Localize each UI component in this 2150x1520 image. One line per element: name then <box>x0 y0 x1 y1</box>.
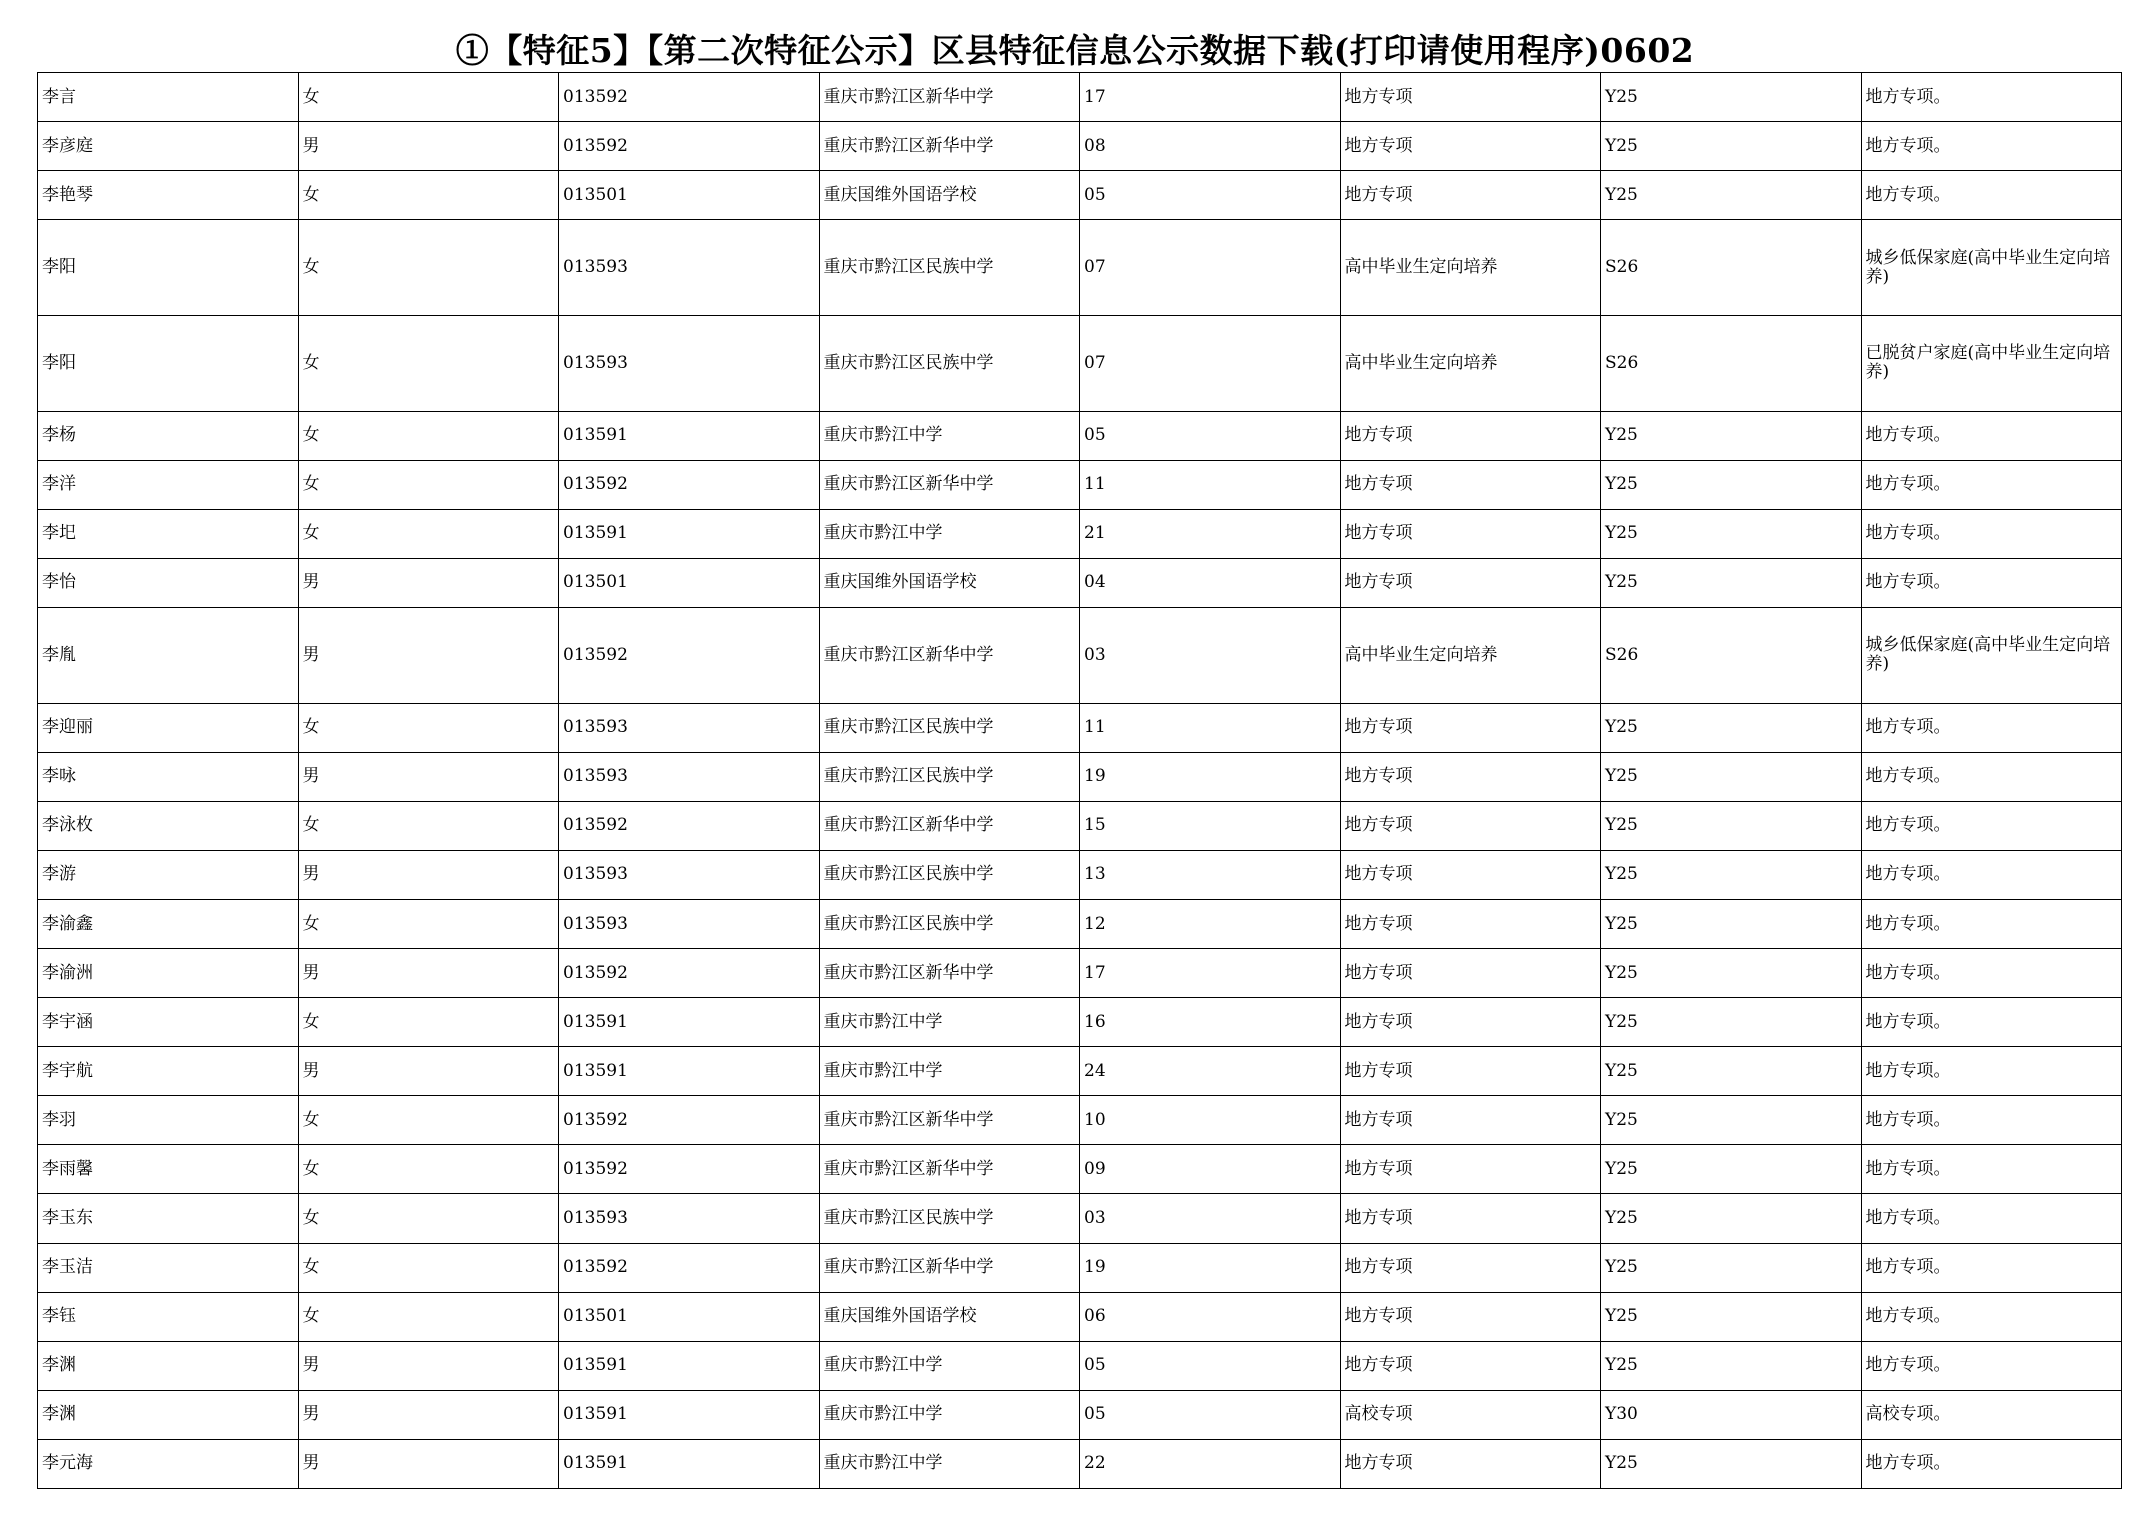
school-code-cell: 013591 <box>559 509 820 558</box>
table-row <box>38 899 2122 948</box>
class-cell: 16 <box>1080 998 1341 1047</box>
category-cell: 地方专项 <box>1340 850 1601 899</box>
class-cell: 13 <box>1080 850 1341 899</box>
remark-cell: 地方专项。 <box>1861 558 2122 607</box>
class-cell: 21 <box>1080 509 1341 558</box>
name-cell: 李咏 <box>38 752 299 801</box>
gender-cell: 女 <box>298 460 559 509</box>
school-code-cell: 013592 <box>559 460 820 509</box>
class-cell: 24 <box>1080 1047 1341 1096</box>
category-code-cell: Y25 <box>1601 1145 1862 1194</box>
class-cell: 11 <box>1080 703 1341 752</box>
gender-cell: 女 <box>298 1194 559 1243</box>
remark-cell: 地方专项。 <box>1861 1145 2122 1194</box>
class-cell: 15 <box>1080 801 1341 850</box>
category-code-cell: Y25 <box>1601 411 1862 460</box>
remark-cell: 地方专项。 <box>1861 411 2122 460</box>
category-code-cell: Y25 <box>1601 122 1862 171</box>
category-cell: 高校专项 <box>1340 1390 1601 1439</box>
category-cell: 地方专项 <box>1340 949 1601 998</box>
school-name-cell: 重庆国维外国语学校 <box>819 1292 1080 1341</box>
school-name-cell: 重庆市黔江中学 <box>819 998 1080 1047</box>
name-cell: 李胤 <box>38 607 299 703</box>
table-row <box>38 460 2122 509</box>
school-code-cell: 013593 <box>559 752 820 801</box>
gender-cell: 女 <box>298 998 559 1047</box>
school-code-cell: 013593 <box>559 850 820 899</box>
school-code-cell: 013592 <box>559 1145 820 1194</box>
category-code-cell: Y25 <box>1601 1341 1862 1390</box>
category-code-cell: Y30 <box>1601 1390 1862 1439</box>
gender-cell: 女 <box>298 703 559 752</box>
school-code-cell: 013593 <box>559 220 820 316</box>
category-cell: 高中毕业生定向培养 <box>1340 315 1601 411</box>
school-name-cell: 重庆市黔江区新华中学 <box>819 949 1080 998</box>
category-code-cell: Y25 <box>1601 558 1862 607</box>
category-cell: 地方专项 <box>1340 899 1601 948</box>
table-row <box>38 1243 2122 1292</box>
school-code-cell: 013593 <box>559 1194 820 1243</box>
category-cell: 高中毕业生定向培养 <box>1340 220 1601 316</box>
category-code-cell: Y25 <box>1601 1243 1862 1292</box>
class-cell: 04 <box>1080 558 1341 607</box>
category-code-cell: Y25 <box>1601 171 1862 220</box>
remark-cell: 地方专项。 <box>1861 1439 2122 1488</box>
gender-cell: 女 <box>298 899 559 948</box>
gender-cell: 男 <box>298 122 559 171</box>
name-cell: 李洋 <box>38 460 299 509</box>
category-cell: 地方专项 <box>1340 1439 1601 1488</box>
gender-cell: 女 <box>298 509 559 558</box>
gender-cell: 女 <box>298 1243 559 1292</box>
school-code-cell: 013592 <box>559 607 820 703</box>
school-code-cell: 013591 <box>559 1047 820 1096</box>
name-cell: 李阳 <box>38 220 299 316</box>
category-cell: 地方专项 <box>1340 122 1601 171</box>
category-cell: 地方专项 <box>1340 703 1601 752</box>
school-code-cell: 013593 <box>559 703 820 752</box>
table-row <box>38 220 2122 316</box>
school-code-cell: 013501 <box>559 1292 820 1341</box>
school-code-cell: 013591 <box>559 1390 820 1439</box>
name-cell: 李渊 <box>38 1390 299 1439</box>
remark-cell: 高校专项。 <box>1861 1390 2122 1439</box>
class-cell: 05 <box>1080 1341 1341 1390</box>
table-row <box>38 411 2122 460</box>
category-code-cell: Y25 <box>1601 1292 1862 1341</box>
school-name-cell: 重庆市黔江中学 <box>819 509 1080 558</box>
school-code-cell: 013592 <box>559 801 820 850</box>
gender-cell: 女 <box>298 315 559 411</box>
school-name-cell: 重庆市黔江区新华中学 <box>819 607 1080 703</box>
remark-cell: 地方专项。 <box>1861 1243 2122 1292</box>
table-row <box>38 122 2122 171</box>
gender-cell: 女 <box>298 73 559 122</box>
remark-cell: 地方专项。 <box>1861 1096 2122 1145</box>
category-cell: 地方专项 <box>1340 1292 1601 1341</box>
table-row <box>38 73 2122 122</box>
school-name-cell: 重庆市黔江区民族中学 <box>819 315 1080 411</box>
class-cell: 17 <box>1080 949 1341 998</box>
school-code-cell: 013592 <box>559 1243 820 1292</box>
class-cell: 05 <box>1080 411 1341 460</box>
school-code-cell: 013501 <box>559 171 820 220</box>
school-code-cell: 013592 <box>559 122 820 171</box>
table-row <box>38 998 2122 1047</box>
remark-cell: 地方专项。 <box>1861 850 2122 899</box>
gender-cell: 男 <box>298 558 559 607</box>
school-name-cell: 重庆市黔江区民族中学 <box>819 220 1080 316</box>
table-row <box>38 558 2122 607</box>
category-cell: 地方专项 <box>1340 801 1601 850</box>
name-cell: 李言 <box>38 73 299 122</box>
school-name-cell: 重庆市黔江区新华中学 <box>819 1096 1080 1145</box>
class-cell: 03 <box>1080 1194 1341 1243</box>
school-code-cell: 013591 <box>559 1341 820 1390</box>
category-code-cell: Y25 <box>1601 73 1862 122</box>
category-code-cell: S26 <box>1601 607 1862 703</box>
category-code-cell: Y25 <box>1601 1194 1862 1243</box>
school-name-cell: 重庆市黔江区民族中学 <box>819 850 1080 899</box>
name-cell: 李渊 <box>38 1341 299 1390</box>
class-cell: 22 <box>1080 1439 1341 1488</box>
category-cell: 地方专项 <box>1340 1096 1601 1145</box>
school-name-cell: 重庆市黔江区民族中学 <box>819 899 1080 948</box>
category-cell: 地方专项 <box>1340 460 1601 509</box>
remark-cell: 地方专项。 <box>1861 73 2122 122</box>
remark-cell: 城乡低保家庭(高中毕业生定向培养) <box>1861 220 2122 316</box>
name-cell: 李钰 <box>38 1292 299 1341</box>
page-title: ①【特征5】【第二次特征公示】区县特征信息公示数据下载(打印请使用程序)0602 <box>455 31 1695 70</box>
table-row <box>38 607 2122 703</box>
category-code-cell: Y25 <box>1601 998 1862 1047</box>
table-row <box>38 1341 2122 1390</box>
table-row <box>38 949 2122 998</box>
name-cell: 李游 <box>38 850 299 899</box>
category-cell: 地方专项 <box>1340 411 1601 460</box>
remark-cell: 已脱贫户家庭(高中毕业生定向培养) <box>1861 315 2122 411</box>
name-cell: 李羽 <box>38 1096 299 1145</box>
school-code-cell: 013592 <box>559 949 820 998</box>
name-cell: 李元海 <box>38 1439 299 1488</box>
class-cell: 08 <box>1080 122 1341 171</box>
class-cell: 09 <box>1080 1145 1341 1194</box>
name-cell: 李阳 <box>38 315 299 411</box>
table-row <box>38 1047 2122 1096</box>
class-cell: 07 <box>1080 315 1341 411</box>
remark-cell: 地方专项。 <box>1861 899 2122 948</box>
school-name-cell: 重庆国维外国语学校 <box>819 171 1080 220</box>
school-name-cell: 重庆市黔江区新华中学 <box>819 122 1080 171</box>
name-cell: 李艳琴 <box>38 171 299 220</box>
school-code-cell: 013501 <box>559 558 820 607</box>
name-cell: 李玉东 <box>38 1194 299 1243</box>
table-row <box>38 1096 2122 1145</box>
remark-cell: 地方专项。 <box>1861 122 2122 171</box>
school-code-cell: 013593 <box>559 315 820 411</box>
name-cell: 李渝鑫 <box>38 899 299 948</box>
gender-cell: 女 <box>298 220 559 316</box>
school-name-cell: 重庆市黔江区新华中学 <box>819 73 1080 122</box>
name-cell: 李杨 <box>38 411 299 460</box>
gender-cell: 男 <box>298 949 559 998</box>
school-code-cell: 013591 <box>559 998 820 1047</box>
category-code-cell: Y25 <box>1601 850 1862 899</box>
remark-cell: 地方专项。 <box>1861 460 2122 509</box>
table-row <box>38 801 2122 850</box>
remark-cell: 地方专项。 <box>1861 509 2122 558</box>
school-name-cell: 重庆市黔江区新华中学 <box>819 1145 1080 1194</box>
table-row <box>38 1390 2122 1439</box>
name-cell: 李雨馨 <box>38 1145 299 1194</box>
gender-cell: 男 <box>298 1047 559 1096</box>
remark-cell: 地方专项。 <box>1861 703 2122 752</box>
category-cell: 地方专项 <box>1340 558 1601 607</box>
gender-cell: 女 <box>298 411 559 460</box>
name-cell: 李宇航 <box>38 1047 299 1096</box>
category-cell: 地方专项 <box>1340 1243 1601 1292</box>
class-cell: 19 <box>1080 752 1341 801</box>
school-name-cell: 重庆市黔江区新华中学 <box>819 801 1080 850</box>
category-cell: 地方专项 <box>1340 752 1601 801</box>
gender-cell: 女 <box>298 1292 559 1341</box>
remark-cell: 地方专项。 <box>1861 1047 2122 1096</box>
school-name-cell: 重庆市黔江中学 <box>819 1390 1080 1439</box>
class-cell: 10 <box>1080 1096 1341 1145</box>
category-code-cell: Y25 <box>1601 801 1862 850</box>
remark-cell: 地方专项。 <box>1861 1292 2122 1341</box>
category-code-cell: Y25 <box>1601 509 1862 558</box>
school-code-cell: 013591 <box>559 411 820 460</box>
category-code-cell: S26 <box>1601 315 1862 411</box>
category-cell: 地方专项 <box>1340 1194 1601 1243</box>
class-cell: 05 <box>1080 171 1341 220</box>
table-row <box>38 315 2122 411</box>
school-name-cell: 重庆国维外国语学校 <box>819 558 1080 607</box>
category-cell: 高中毕业生定向培养 <box>1340 607 1601 703</box>
name-cell: 李怡 <box>38 558 299 607</box>
category-cell: 地方专项 <box>1340 1047 1601 1096</box>
table-row <box>38 1439 2122 1488</box>
name-cell: 李彦庭 <box>38 122 299 171</box>
category-code-cell: Y25 <box>1601 752 1862 801</box>
school-name-cell: 重庆市黔江区新华中学 <box>819 1243 1080 1292</box>
school-name-cell: 重庆市黔江中学 <box>819 1341 1080 1390</box>
gender-cell: 女 <box>298 1096 559 1145</box>
name-cell: 李圯 <box>38 509 299 558</box>
class-cell: 17 <box>1080 73 1341 122</box>
category-cell: 地方专项 <box>1340 998 1601 1047</box>
category-code-cell: S26 <box>1601 220 1862 316</box>
name-cell: 李渝洲 <box>38 949 299 998</box>
school-code-cell: 013593 <box>559 899 820 948</box>
remark-cell: 地方专项。 <box>1861 801 2122 850</box>
school-name-cell: 重庆市黔江区民族中学 <box>819 703 1080 752</box>
gender-cell: 男 <box>298 752 559 801</box>
class-cell: 03 <box>1080 607 1341 703</box>
school-name-cell: 重庆市黔江区民族中学 <box>819 1194 1080 1243</box>
table-row <box>38 1194 2122 1243</box>
data-table <box>37 72 2122 1489</box>
table-row <box>38 850 2122 899</box>
category-code-cell: Y25 <box>1601 949 1862 998</box>
table-row <box>38 1145 2122 1194</box>
category-cell: 地方专项 <box>1340 509 1601 558</box>
school-code-cell: 013592 <box>559 73 820 122</box>
category-code-cell: Y25 <box>1601 703 1862 752</box>
category-cell: 地方专项 <box>1340 1145 1601 1194</box>
class-cell: 19 <box>1080 1243 1341 1292</box>
school-name-cell: 重庆市黔江中学 <box>819 411 1080 460</box>
remark-cell: 城乡低保家庭(高中毕业生定向培养) <box>1861 607 2122 703</box>
school-name-cell: 重庆市黔江中学 <box>819 1047 1080 1096</box>
category-code-cell: Y25 <box>1601 1096 1862 1145</box>
gender-cell: 女 <box>298 801 559 850</box>
remark-cell: 地方专项。 <box>1861 752 2122 801</box>
table-row <box>38 703 2122 752</box>
remark-cell: 地方专项。 <box>1861 1194 2122 1243</box>
gender-cell: 男 <box>298 607 559 703</box>
remark-cell: 地方专项。 <box>1861 171 2122 220</box>
category-code-cell: Y25 <box>1601 460 1862 509</box>
school-name-cell: 重庆市黔江区新华中学 <box>819 460 1080 509</box>
table-body <box>38 73 2122 1489</box>
category-code-cell: Y25 <box>1601 1439 1862 1488</box>
category-cell: 地方专项 <box>1340 171 1601 220</box>
category-cell: 地方专项 <box>1340 1341 1601 1390</box>
remark-cell: 地方专项。 <box>1861 998 2122 1047</box>
remark-cell: 地方专项。 <box>1861 1341 2122 1390</box>
class-cell: 06 <box>1080 1292 1341 1341</box>
school-code-cell: 013591 <box>559 1439 820 1488</box>
gender-cell: 男 <box>298 1439 559 1488</box>
category-code-cell: Y25 <box>1601 899 1862 948</box>
school-name-cell: 重庆市黔江中学 <box>819 1439 1080 1488</box>
name-cell: 李玉洁 <box>38 1243 299 1292</box>
school-code-cell: 013592 <box>559 1096 820 1145</box>
category-cell: 地方专项 <box>1340 73 1601 122</box>
name-cell: 李迎丽 <box>38 703 299 752</box>
name-cell: 李宇涵 <box>38 998 299 1047</box>
table-row <box>38 171 2122 220</box>
table-row <box>38 1292 2122 1341</box>
gender-cell: 男 <box>298 850 559 899</box>
table-row <box>38 752 2122 801</box>
school-name-cell: 重庆市黔江区民族中学 <box>819 752 1080 801</box>
gender-cell: 女 <box>298 1145 559 1194</box>
class-cell: 05 <box>1080 1390 1341 1439</box>
gender-cell: 男 <box>298 1390 559 1439</box>
gender-cell: 女 <box>298 171 559 220</box>
table-row <box>38 509 2122 558</box>
class-cell: 11 <box>1080 460 1341 509</box>
class-cell: 12 <box>1080 899 1341 948</box>
gender-cell: 男 <box>298 1341 559 1390</box>
remark-cell: 地方专项。 <box>1861 949 2122 998</box>
name-cell: 李泳枚 <box>38 801 299 850</box>
class-cell: 07 <box>1080 220 1341 316</box>
category-code-cell: Y25 <box>1601 1047 1862 1096</box>
